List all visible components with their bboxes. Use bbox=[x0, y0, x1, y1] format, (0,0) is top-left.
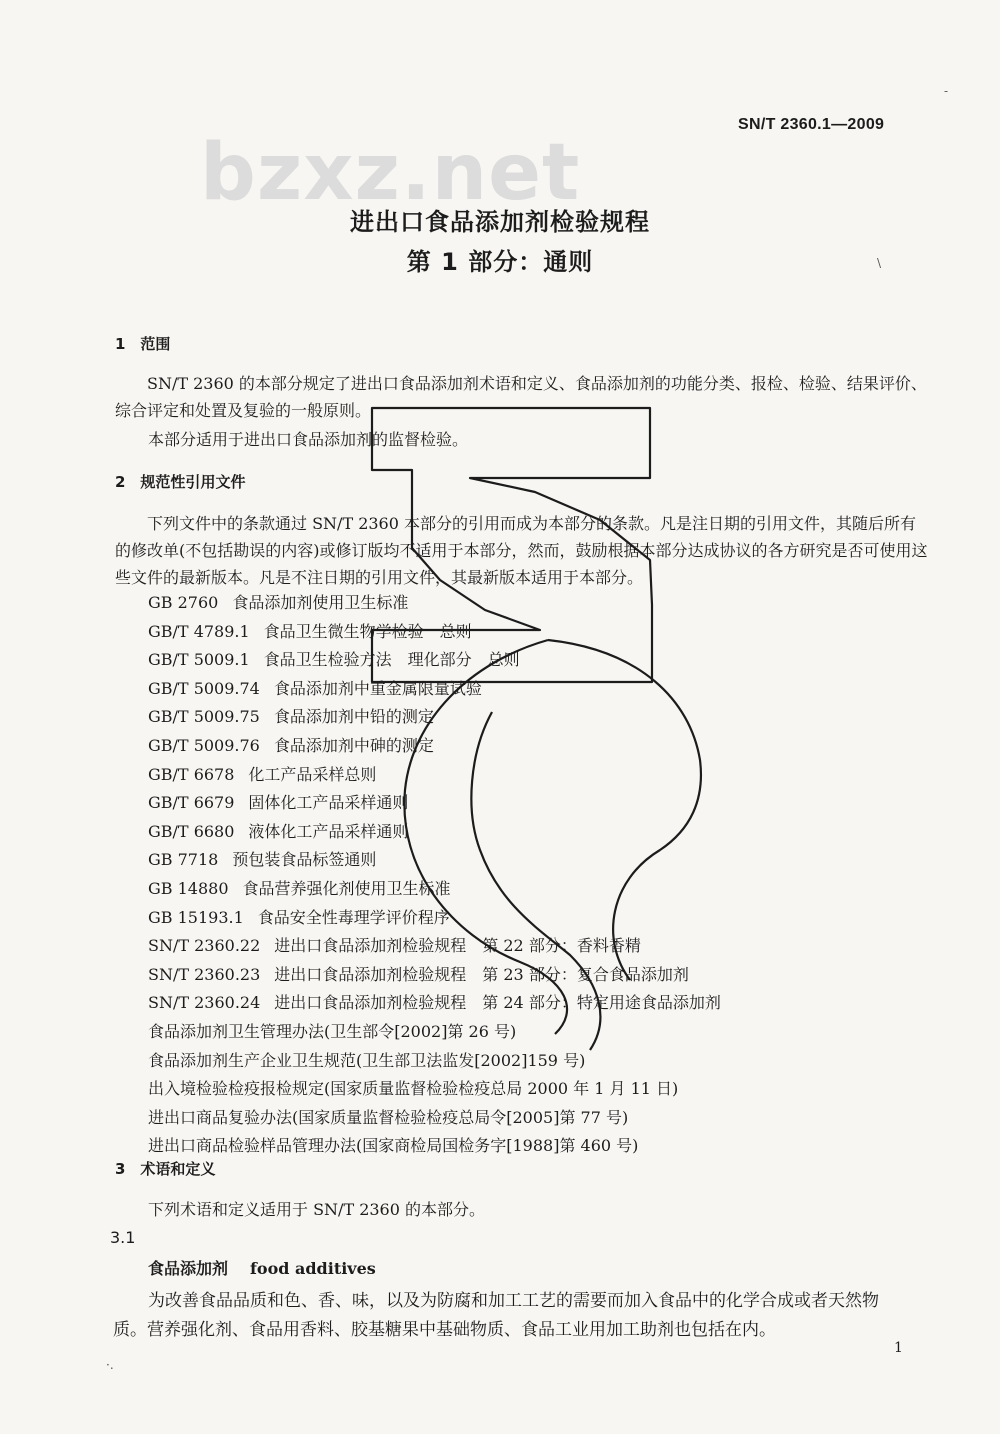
scan-speck: ·. bbox=[106, 1358, 114, 1372]
reference-title: 食品添加剂中重金属限量试验 bbox=[273, 678, 482, 698]
document-subtitle: 第 1 部分：通则 bbox=[406, 248, 594, 276]
reference-title: 进出口食品添加剂检验规程 第 23 部分：复合食品添加剂 bbox=[274, 964, 689, 984]
reference-title: 进出口商品复验办法(国家质量监督检验检疫总局令[2005]第 77 号) bbox=[148, 1107, 629, 1127]
reference-code: SN/T 2360.22 bbox=[148, 936, 261, 956]
section-3-heading: 3 术语和定义 bbox=[115, 1160, 216, 1178]
reference-title: 食品卫生检验方法 理化部分 总则 bbox=[263, 650, 520, 670]
reference-code: SN/T 2360.23 bbox=[148, 964, 261, 984]
reference-title: 食品添加剂中砷的测定 bbox=[273, 735, 434, 755]
reference-code: GB/T 6678 bbox=[148, 764, 235, 784]
term-chinese: 食品添加剂 bbox=[148, 1259, 229, 1278]
standard-code: SN/T 2360.1—2009 bbox=[738, 116, 885, 133]
reference-code: GB/T 5009.1 bbox=[148, 650, 250, 670]
reference-title: 出入境检验检疫报检规定(国家质量监督检验检疫总局 2000 年 1 月 11 日) bbox=[148, 1079, 679, 1099]
section-3-intro: 下列术语和定义适用于 SN/T 2360 的本部分。 bbox=[148, 1200, 486, 1219]
term-english: food additives bbox=[250, 1259, 376, 1278]
reference-code: GB/T 5009.76 bbox=[148, 735, 260, 755]
reference-code: GB 2760 bbox=[148, 593, 219, 612]
reference-title: 固体化工产品采样通则 bbox=[248, 793, 409, 813]
reference-title: 进出口食品添加剂检验规程 第 22 部分：香料香精 bbox=[274, 936, 641, 956]
reference-code: GB/T 6679 bbox=[148, 793, 235, 813]
reference-title: 食品营养强化剂使用卫生标准 bbox=[242, 878, 451, 898]
reference-code: GB 14880 bbox=[148, 878, 229, 898]
reference-title: 食品卫生微生物学检验 总则 bbox=[263, 621, 472, 641]
reference-title: 进出口商品检验样品管理办法(国家商检局国检务字[1988]第 460 号) bbox=[148, 1136, 639, 1156]
reference-code: GB/T 4789.1 bbox=[148, 621, 250, 641]
reference-title: 化工产品采样总则 bbox=[248, 764, 377, 784]
reference-title: 液体化工产品采样通则 bbox=[248, 821, 409, 841]
reference-title: 进出口食品添加剂检验规程 第 24 部分：特定用途食品添加剂 bbox=[274, 993, 721, 1013]
reference-code: GB 7718 bbox=[148, 850, 219, 870]
reference-code: GB/T 5009.75 bbox=[148, 707, 260, 727]
scan-speck: \ bbox=[877, 256, 882, 270]
section-1-paragraph: SN/T 2360 的本部分规定了进出口食品添加剂术语和定义、食品添加剂的功能分类、报检、检验、结果评价、综合评定和处置及复验的一般原则。 bbox=[115, 374, 927, 420]
reference-title: 食品添加剂中铅的测定 bbox=[273, 707, 434, 727]
clause-number: 3.1 bbox=[110, 1228, 136, 1247]
reference-code: SN/T 2360.24 bbox=[148, 993, 261, 1013]
page-number: 1 bbox=[894, 1340, 903, 1356]
reference-code: GB/T 5009.74 bbox=[148, 678, 260, 698]
definition-line-1: 为改善食品品质和色、香、味，以及为防腐和加工工艺的需要而加入食品中的化学合成或者天然物 bbox=[148, 1291, 879, 1311]
reference-title: 食品添加剂生产企业卫生规范(卫生部卫法监发[2002]159 号) bbox=[148, 1050, 586, 1070]
reference-title: 食品添加剂使用卫生标准 bbox=[232, 593, 409, 612]
reference-title: 食品添加剂卫生管理办法(卫生部令[2002]第 26 号) bbox=[148, 1021, 517, 1041]
watermark-text: bzxz.net bbox=[200, 128, 581, 218]
reference-title: 食品安全性毒理学评价程序 bbox=[257, 907, 450, 927]
reference-title: 预包装食品标签通则 bbox=[232, 850, 377, 870]
section-1-scope-line: 本部分适用于进出口食品添加剂的监督检验。 bbox=[148, 430, 469, 449]
section-2-heading: 2 规范性引用文件 bbox=[115, 473, 246, 491]
reference-code: GB/T 6680 bbox=[148, 821, 235, 841]
scan-speck: - bbox=[944, 84, 949, 98]
section-1-heading: 1 范围 bbox=[115, 335, 171, 353]
document-title: 进出口食品添加剂检验规程 bbox=[350, 208, 650, 236]
definition-line-2: 质。营养强化剂、食品用香料、胶基糖果中基础物质、食品工业用加工助剂也包括在内。 bbox=[113, 1320, 776, 1340]
reference-code: GB 15193.1 bbox=[148, 907, 244, 927]
section-2-intro: 下列文件中的条款通过 SN/T 2360 本部分的引用而成为本部分的条款。凡是注日期的引用文件，其随后所有的修改单(不包括勘误的内容)或修订版均不适用于本部分，然而，鼓励根据本部分达成协议的各方研究是否可使用这些文件的最新版本。凡是不注日期的引用文件，其最新版本适用于本部分。 bbox=[115, 514, 928, 587]
